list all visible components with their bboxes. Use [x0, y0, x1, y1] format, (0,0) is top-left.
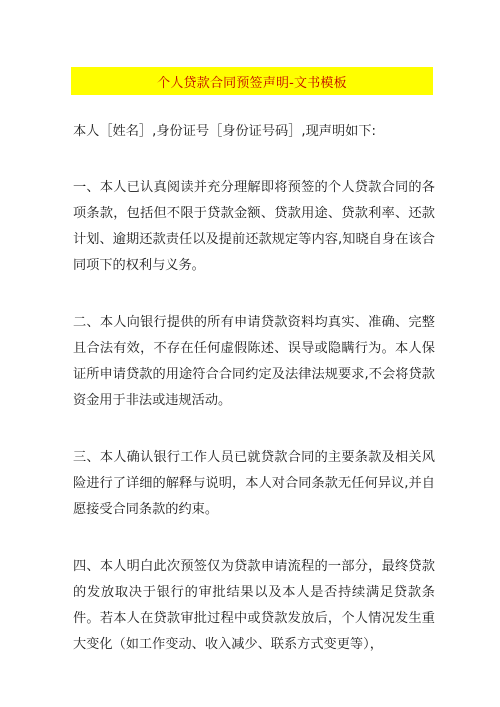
paragraph-1: 一、本人已认真阅读并充分理解即将预签的个人贷款合同的各项条款，包括但不限于贷款金额、贷款用途、贷款利率、还款计划、逾期还款责任以及提前还款规定等内容,知晓自身在该合同项下的权利与义务。	[73, 180, 435, 273]
paragraph-3: 三、本人确认银行工作人员已就贷款合同的主要条款及相关风险进行了详细的解释与说明，本人对合同条款无任何异议,并自愿接受合同条款的约束。	[73, 450, 435, 517]
paragraph-2: 二、本人向银行提供的所有申请贷款资料均真实、准确、完整且合法有效，不存在任何虚假陈述、误导或隐瞒行为。本人保证所申请贷款的用途符合合同约定及法律法规要求,不会将贷款资金用于非法或违规活动。	[73, 315, 435, 408]
title-highlight-bar	[71, 67, 433, 95]
document-body	[73, 122, 435, 658]
document-title: 个人贷款合同预签声明-文书模板	[157, 75, 347, 91]
intro-statement: 本人［姓名］,身份证号［身份证号码］,现声明如下:	[73, 124, 376, 139]
paragraph-4: 四、本人明白此次预签仅为贷款申请流程的一部分，最终贷款的发放取决于银行的审批结果以及本人是否持续满足贷款条件。若本人在贷款审批过程中或贷款发放后，个人情况发生重大变化（如工作变动、收入减少、联系方式变更等），	[73, 559, 435, 652]
